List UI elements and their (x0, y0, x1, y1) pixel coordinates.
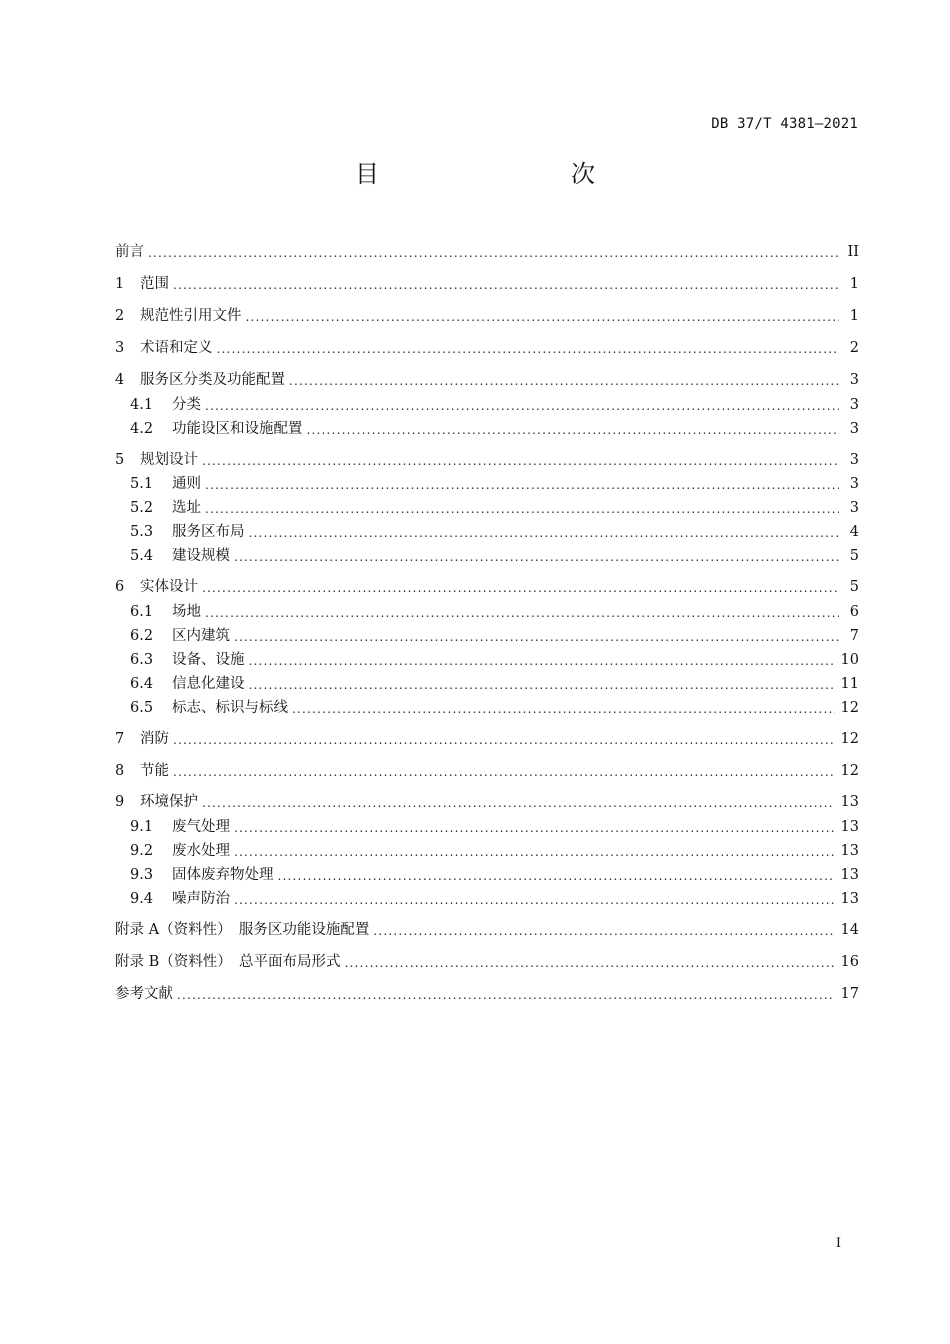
toc-entry-number: 4.1 (130, 397, 154, 413)
toc-entry-label: 附录 B（资料性） 总平面布局形式 (115, 954, 341, 970)
toc-entry[interactable] (115, 865, 859, 885)
toc-entry-number: 4 (115, 372, 125, 388)
toc-entry-label: 前言 (115, 244, 144, 260)
toc-title: 目 次 (355, 160, 643, 188)
toc-entry-label: 设备、设施 (172, 652, 245, 668)
toc-entry-page: 13 (840, 891, 859, 907)
toc-entry[interactable] (115, 370, 859, 390)
toc-entry[interactable] (115, 474, 859, 494)
toc-entry[interactable] (115, 395, 859, 415)
toc-entry-label: 分类 (172, 397, 201, 413)
document-code: DB 37/T 4381—2021 (711, 116, 858, 132)
toc-entry-number: 6.5 (130, 700, 154, 716)
toc-entry-label: 术语和定义 (140, 340, 213, 356)
toc-entry-number: 9.3 (130, 867, 154, 883)
toc-entry-page: 13 (840, 867, 859, 883)
toc-entry-page: 2 (849, 340, 859, 356)
toc-entry-number: 6.4 (130, 676, 154, 692)
toc-entry-label: 范围 (140, 276, 169, 292)
toc-entry-page: 7 (849, 628, 859, 644)
toc-entry[interactable] (115, 306, 859, 326)
toc-entry-label: 固体废弃物处理 (172, 867, 274, 883)
toc-entry[interactable] (115, 817, 859, 837)
toc-entry-number: 7 (115, 731, 125, 747)
toc-entry-number: 1 (115, 276, 125, 292)
toc-entry-label: 规划设计 (140, 452, 198, 468)
toc-entry-page: II (847, 244, 859, 260)
toc-entry[interactable] (115, 729, 859, 749)
toc-entry-number: 5.4 (130, 548, 154, 564)
toc-entry-number: 6.1 (130, 604, 154, 620)
toc-entry-label: 废气处理 (172, 819, 230, 835)
toc-leader-dots (373, 922, 834, 940)
toc-leader-dots (202, 452, 839, 470)
toc-entry-number: 9 (115, 794, 125, 810)
toc-leader-dots (217, 340, 840, 358)
toc-leader-dots (148, 244, 839, 262)
toc-entry-page: 12 (840, 731, 859, 747)
toc-entry-label: 废水处理 (172, 843, 230, 859)
toc-entry-page: 5 (849, 548, 859, 564)
toc-leader-dots (289, 372, 839, 390)
toc-entry[interactable] (115, 338, 859, 358)
toc-entry-page: 10 (840, 652, 859, 668)
toc-entry[interactable] (115, 984, 859, 1004)
toc-entry-page: 12 (840, 763, 859, 779)
toc-leader-dots (202, 579, 839, 597)
toc-leader-dots (173, 276, 839, 294)
toc-entry[interactable] (115, 626, 859, 646)
toc-entry[interactable] (115, 274, 859, 294)
toc-leader-dots (234, 819, 835, 837)
toc-entry-number: 5 (115, 452, 125, 468)
toc-entry-page: 6 (849, 604, 859, 620)
toc-entry-number: 4.2 (130, 421, 154, 437)
toc-entry-label: 场地 (172, 604, 201, 620)
toc-entry-label: 噪声防治 (172, 891, 230, 907)
toc-entry-page: 1 (849, 308, 859, 324)
toc-entry-number: 6.2 (130, 628, 154, 644)
toc-leader-dots (205, 397, 839, 415)
toc-leader-dots (205, 476, 839, 494)
toc-entry-label: 消防 (140, 731, 169, 747)
toc-entry-label: 附录 A（资料性） 服务区功能设施配置 (115, 922, 370, 938)
toc-entry-page: 3 (849, 476, 859, 492)
toc-entry-label: 服务区分类及功能配置 (140, 372, 285, 388)
toc-entry-page: 13 (840, 819, 859, 835)
toc-entry-number: 5.3 (130, 524, 154, 540)
toc-entry-page: 17 (840, 986, 859, 1002)
toc-entry-number: 5.2 (130, 500, 154, 516)
toc-leader-dots (249, 524, 840, 542)
toc-entry[interactable] (115, 450, 859, 470)
toc-leader-dots (278, 867, 835, 885)
toc-entry-page: 3 (849, 500, 859, 516)
toc-leader-dots (234, 891, 835, 909)
toc-entry-page: 3 (849, 421, 859, 437)
toc-leader-dots (249, 676, 835, 694)
toc-entry-page: 14 (840, 922, 859, 938)
toc-leader-dots (202, 794, 835, 812)
toc-leader-dots (234, 628, 839, 646)
toc-entry-label: 参考文献 (115, 986, 173, 1002)
toc-entry-number: 9.1 (130, 819, 154, 835)
toc-entry-number: 8 (115, 763, 125, 779)
toc-entry-label: 节能 (140, 763, 169, 779)
toc-entry-number: 2 (115, 308, 125, 324)
toc-entry[interactable] (115, 674, 859, 694)
toc-entry[interactable] (115, 650, 859, 670)
toc-entry[interactable] (115, 242, 859, 262)
toc-entry-number: 9.2 (130, 843, 154, 859)
toc-entry-page: 3 (849, 452, 859, 468)
toc-entry-page: 13 (840, 843, 859, 859)
toc-leader-dots (246, 308, 840, 326)
toc-entry-label: 标志、标识与标线 (172, 700, 288, 716)
toc-leader-dots (205, 500, 839, 518)
toc-entry-page: 12 (840, 700, 859, 716)
toc-entry-label: 规范性引用文件 (140, 308, 242, 324)
toc-leader-dots (205, 604, 839, 622)
toc-entry-label: 功能设区和设施配置 (172, 421, 303, 437)
toc-entry-label: 实体设计 (140, 579, 198, 595)
toc-entry[interactable] (115, 577, 859, 597)
toc-entry[interactable] (115, 698, 859, 718)
toc-entry-label: 通则 (172, 476, 201, 492)
toc-entry[interactable] (115, 761, 859, 781)
toc-leader-dots (292, 700, 835, 718)
toc-entry-number: 9.4 (130, 891, 154, 907)
toc-entry-page: 11 (840, 676, 859, 692)
toc-entry-page: 13 (840, 794, 859, 810)
toc-entry[interactable] (115, 792, 859, 812)
toc-entry[interactable] (115, 522, 859, 542)
toc-entry-label: 环境保护 (140, 794, 198, 810)
toc-leader-dots (234, 548, 839, 566)
page-number: I (835, 1236, 841, 1251)
toc-leader-dots (345, 954, 835, 972)
toc-entry-page: 3 (849, 397, 859, 413)
toc-entry-label: 建设规模 (172, 548, 230, 564)
toc-entry-page: 3 (849, 372, 859, 388)
toc-entry-label: 区内建筑 (172, 628, 230, 644)
toc-leader-dots (249, 652, 835, 670)
toc-entry[interactable] (115, 498, 859, 518)
toc-leader-dots (234, 843, 835, 861)
toc-entry-page: 16 (840, 954, 859, 970)
toc-entry-page: 5 (849, 579, 859, 595)
toc-entry[interactable] (115, 889, 859, 909)
toc-entry[interactable] (115, 419, 859, 439)
toc-entry-label: 服务区布局 (172, 524, 245, 540)
toc-entry-number: 3 (115, 340, 125, 356)
toc-entry-page: 4 (849, 524, 859, 540)
toc-leader-dots (173, 731, 835, 749)
toc-entry-number: 5.1 (130, 476, 154, 492)
toc-entry[interactable] (115, 920, 859, 940)
toc-leader-dots (307, 421, 840, 439)
toc-entry[interactable] (115, 952, 859, 972)
toc-entry-page: 1 (849, 276, 859, 292)
toc-leader-dots (177, 986, 835, 1004)
toc-entry[interactable] (115, 841, 859, 861)
toc-entry-number: 6 (115, 579, 125, 595)
toc-entry-number: 6.3 (130, 652, 154, 668)
toc-entry[interactable] (115, 546, 859, 566)
toc-entry-label: 信息化建设 (172, 676, 245, 692)
toc-entry-label: 选址 (172, 500, 201, 516)
toc-entry[interactable] (115, 602, 859, 622)
toc-leader-dots (173, 763, 835, 781)
